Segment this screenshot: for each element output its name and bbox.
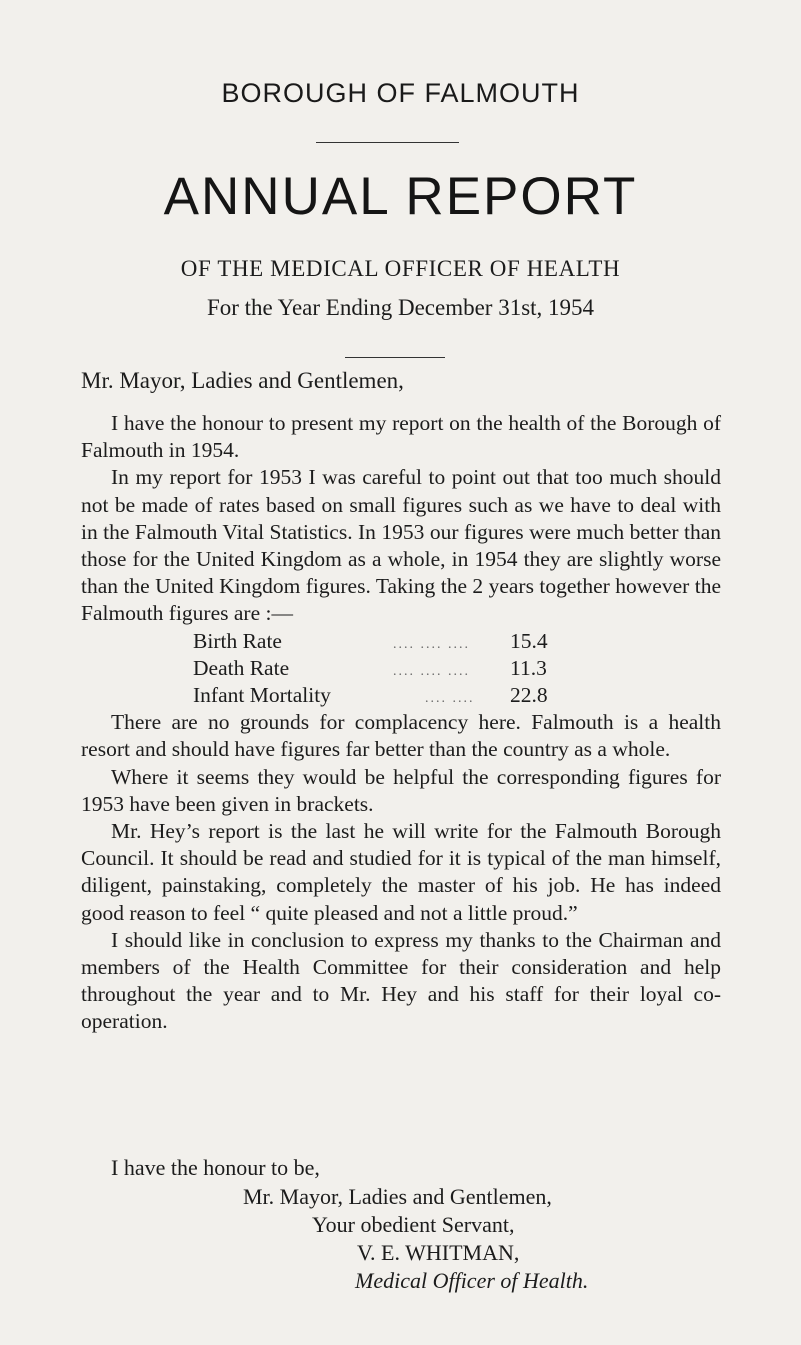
stat-label: Birth Rate	[193, 628, 282, 653]
paragraph: I should like in conclusion to express my thanks to the Chairman and members of the Health Committee for their consideration and help throughout the year and to Mr. Hey and his staff for their loyal co-operation.	[81, 927, 721, 1034]
divider-rule	[316, 142, 459, 143]
stat-row	[193, 682, 721, 709]
salutation: Mr. Mayor, Ladies and Gentlemen,	[81, 368, 404, 393]
report-year-line: For the Year Ending December 31st, 1954	[206, 295, 595, 320]
stat-value: 22.8	[510, 683, 548, 707]
closing-line: Mr. Mayor, Ladies and Gentlemen,	[243, 1184, 552, 1209]
leader-dots: .... .... ....	[393, 636, 470, 652]
paragraph: In my report for 1953 I was careful to point out that too much should not be made of rates based on small figures such as we have to deal with in the Falmouth Vital Statistics. In 1953 our figures were much better than those for the United Kingdom as a whole, in 1954 they are slightly worse than the United Kingdom figures. Taking the 2 years together however the Falmouth figures are :—	[81, 465, 721, 626]
closing-line: I have the honour to be,	[111, 1155, 320, 1180]
divider-rule	[345, 357, 445, 358]
signature: V. E. WHITMAN,	[357, 1240, 520, 1265]
paragraph: Where it seems they would be helpful the corresponding figures for 1953 have been given in brackets.	[81, 764, 721, 816]
report-subtitle: OF THE MEDICAL OFFICER OF HEALTH	[180, 256, 621, 281]
stat-value: 11.3	[510, 655, 547, 680]
leader-dots: .... .... ....	[393, 663, 470, 679]
paragraph: Mr. Hey’s report is the last he will write for the Falmouth Borough Council. It should be read and studied for it is typical of the man himself, diligent, painstaking, completely the master of his job. He has indeed good reason to feel “ quite pleased and not a little proud.”	[81, 819, 721, 925]
report-title: ANNUAL REPORT	[163, 167, 638, 226]
closing-line: Your obedient Servant,	[312, 1212, 515, 1237]
vital-statistics	[81, 628, 721, 710]
stat-row	[193, 628, 721, 655]
paragraph: I have the honour to present my report on the health of the Borough of Falmouth in 1954.	[81, 411, 721, 463]
stat-label: Death Rate	[193, 655, 290, 680]
paragraph: There are no grounds for complacency here. Falmouth is a health resort and should have figures far better than the country as a whole.	[81, 710, 721, 762]
stat-row	[193, 655, 721, 682]
stat-value: 15.4	[510, 628, 548, 653]
letter-body	[81, 410, 721, 1036]
borough-heading: BOROUGH OF FALMOUTH	[221, 78, 580, 108]
stat-label: Infant Mortality	[193, 683, 331, 707]
signatory-position: Medical Officer of Health.	[355, 1268, 589, 1293]
leader-dots: .... ....	[425, 691, 475, 706]
